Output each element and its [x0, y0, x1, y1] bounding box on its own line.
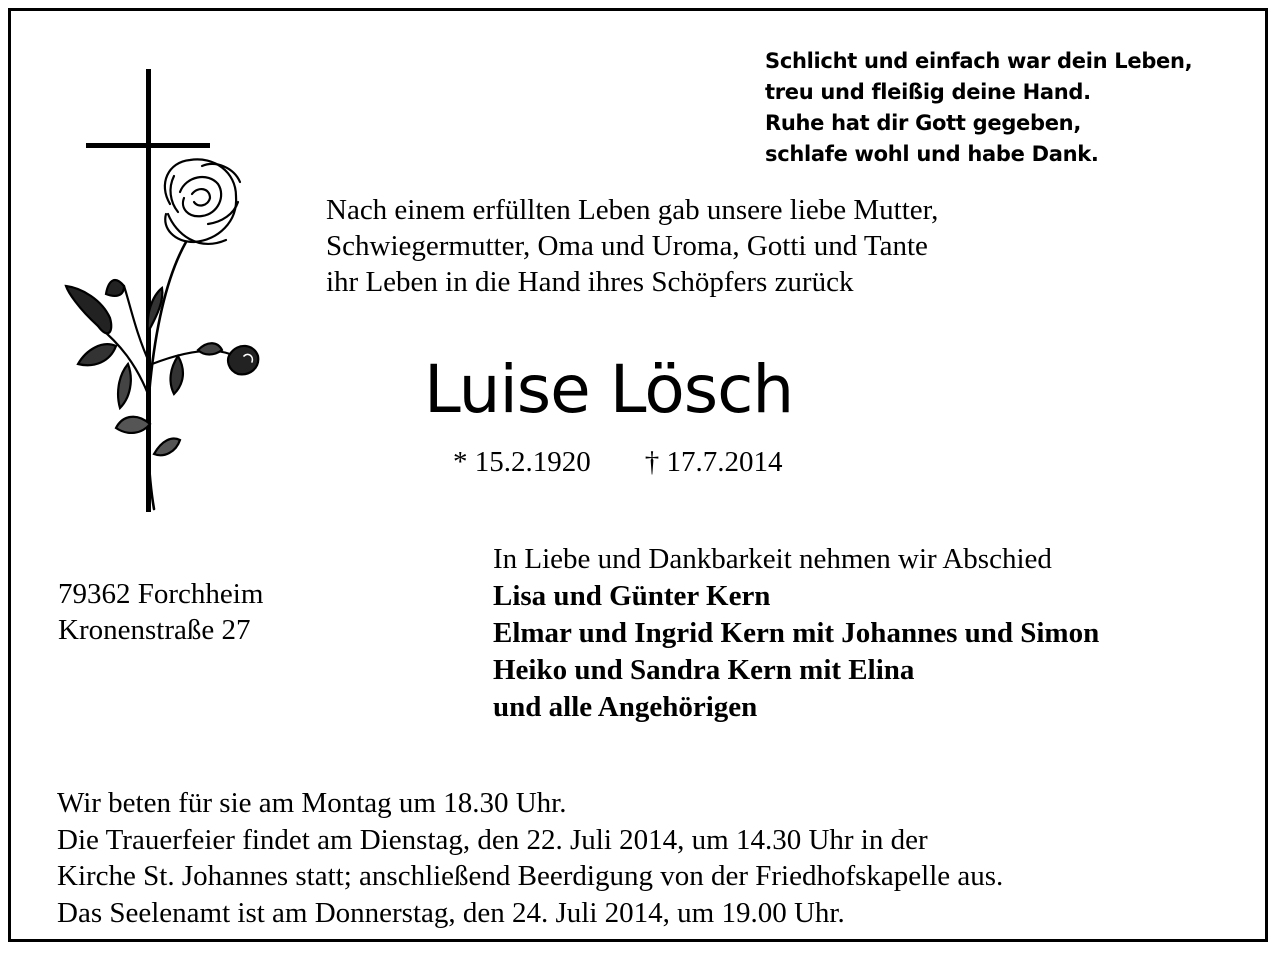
address-line: 79362 Forchheim	[58, 578, 264, 610]
rose-icon	[66, 159, 258, 509]
poem-line: treu und fleißig deine Hand.	[765, 80, 1091, 104]
deceased-name: Luise Lösch	[424, 351, 794, 428]
poem-line: Ruhe hat dir Gott gegeben,	[765, 111, 1081, 135]
life-dates	[453, 444, 783, 480]
intro-line: Schwiegermutter, Oma und Uroma, Gotti und Tante	[326, 230, 928, 262]
family-member: und alle Angehörigen	[493, 691, 758, 723]
poem-line: Schlicht und einfach war dein Leben,	[765, 49, 1193, 73]
cross-rose-illustration	[58, 64, 268, 519]
death-date: † 17.7.2014	[644, 446, 783, 478]
service-line: Wir beten für sie am Montag um 18.30 Uhr.	[57, 787, 567, 819]
service-details	[57, 785, 1003, 931]
service-line: Kirche St. Johannes statt; anschließend Beerdigung von der Friedhofskapelle aus.	[57, 860, 1004, 892]
service-line: Die Trauerfeier findet am Dienstag, den 22. Juli 2014, um 14.30 Uhr in der	[57, 823, 928, 856]
family-member: Lisa und Günter Kern	[493, 580, 771, 612]
family-block	[493, 541, 1099, 726]
address-line: Kronenstraße 27	[58, 614, 251, 646]
intro-line: ihr Leben in die Hand ihres Schöpfers zurück	[326, 266, 854, 298]
intro-text	[326, 192, 938, 300]
birth-date: * 15.2.1920	[453, 446, 591, 478]
poem	[765, 46, 1192, 170]
family-member: Heiko und Sandra Kern mit Elina	[493, 654, 915, 686]
family-member: Elmar und Ingrid Kern mit Johannes und Simon	[493, 617, 1100, 649]
address	[58, 576, 263, 648]
poem-line: schlafe wohl und habe Dank.	[765, 142, 1099, 166]
service-line: Das Seelenamt ist am Donnerstag, den 24. Juli 2014, um 19.00 Uhr.	[57, 896, 845, 929]
farewell-heading: In Liebe und Dankbarkeit nehmen wir Abschied	[493, 543, 1052, 575]
intro-line: Nach einem erfüllten Leben gab unsere liebe Mutter,	[326, 194, 939, 226]
